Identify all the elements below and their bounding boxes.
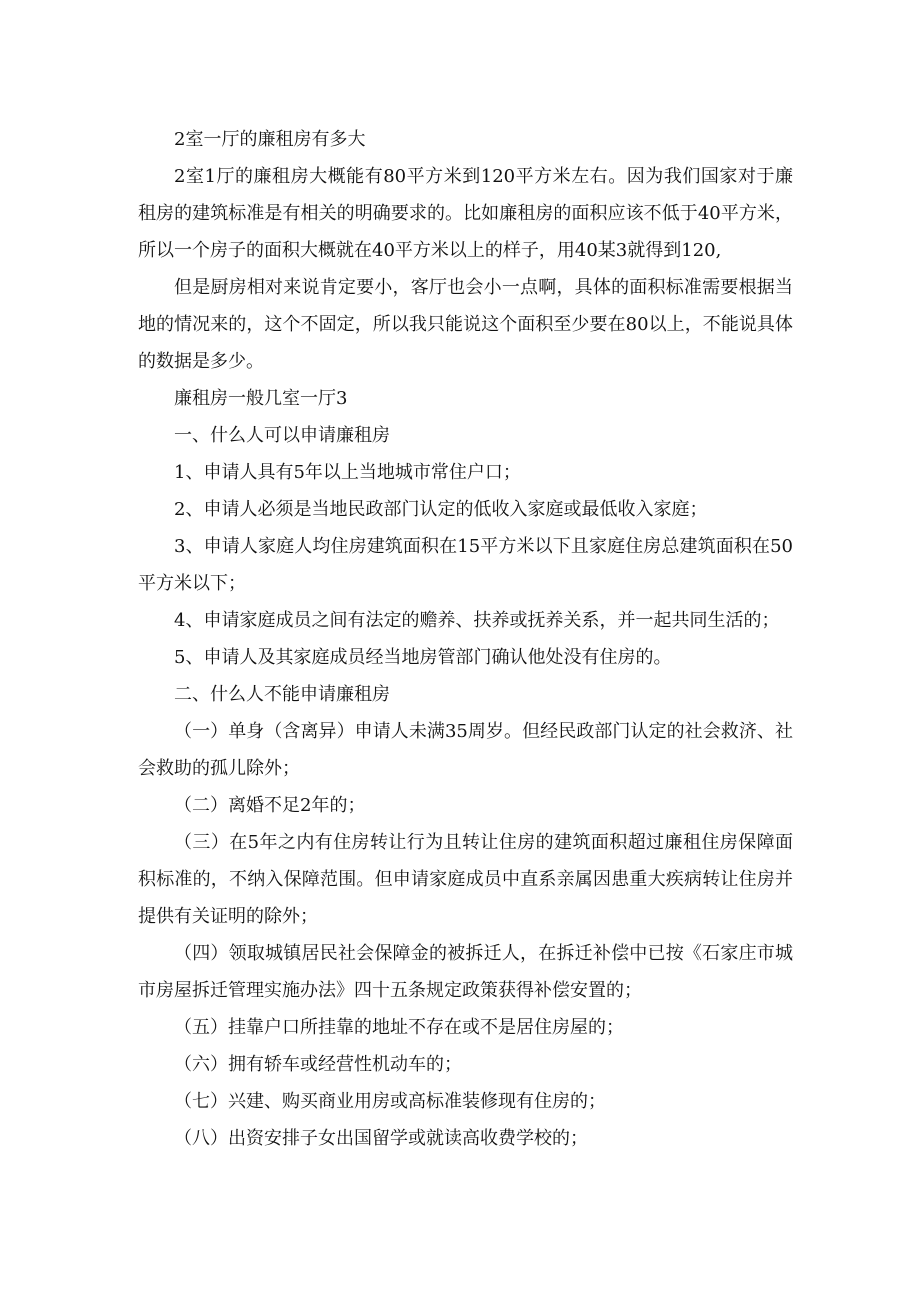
list-item: （一）单身（含离异）申请人未满35周岁。但经民政部门认定的社会救济、社会救助的孤儿除外； — [138, 721, 793, 779]
list-item: （七）兴建、购买商业用房或高标准装修现有住房的； — [174, 1091, 606, 1112]
list-item: 3、申请人家庭人均住房建筑面积在15平方米以下且家庭住房总建筑面积在50平方米以下； — [138, 536, 793, 594]
document-body — [138, 121, 793, 1157]
list-item: （六）拥有轿车或经营性机动车的； — [174, 1054, 462, 1075]
list-item: （三）在5年之内有住房转让行为且转让住房的建筑面积超过廉租住房保障面积标准的，不纳入保障范围。但申请家庭成员中直系亲属因患重大疾病转让住房并提供有关证明的除外； — [138, 832, 793, 927]
list-item: 2、申请人必须是当地民政部门认定的低收入家庭或最低收入家庭； — [174, 499, 708, 520]
heading-two-room-size: 2室一厅的廉租房有多大 — [174, 129, 366, 150]
section-who-can-apply: 一、什么人可以申请廉租房 — [174, 425, 390, 446]
heading-rooms-count: 廉租房一般几室一厅3 — [174, 388, 348, 409]
list-item: （四）领取城镇居民社会保障金的被拆迁人，在拆迁补偿中已按《石家庄市城市房屋拆迁管理实施办法》四十五条规定政策获得补偿安置的； — [138, 943, 793, 1001]
list-item: 1、申请人具有5年以上当地城市常住户口； — [174, 462, 521, 483]
section-who-cannot-apply: 二、什么人不能申请廉租房 — [174, 684, 390, 705]
list-item: 4、申请家庭成员之间有法定的赡养、扶养或抚养关系，并一起共同生活的； — [174, 610, 780, 631]
list-item: （八）出资安排子女出国留学或就读高收费学校的； — [174, 1128, 588, 1149]
list-item: 5、申请人及其家庭成员经当地房管部门确认他处没有住房的。 — [174, 647, 672, 668]
list-item: （五）挂靠户口所挂靠的地址不存在或不是居住房屋的； — [174, 1017, 624, 1038]
list-item: （二）离婚不足2年的； — [174, 795, 366, 816]
paragraph-kitchen-note: 但是厨房相对来说肯定要小，客厅也会小一点啊，具体的面积标准需要根据当地的情况来的，这个不固定，所以我只能说这个面积至少要在80以上，不能说具体的数据是多少。 — [138, 277, 793, 372]
paragraph-area-explanation: 2室1厅的廉租房大概能有80平方米到120平方米左右。因为我们国家对于廉租房的建筑标准是有相关的明确要求的。比如廉租房的面积应该不低于40平方米，所以一个房子的面积大概就在40平方米以上的样子，用40某3就得到120, — [138, 166, 793, 261]
